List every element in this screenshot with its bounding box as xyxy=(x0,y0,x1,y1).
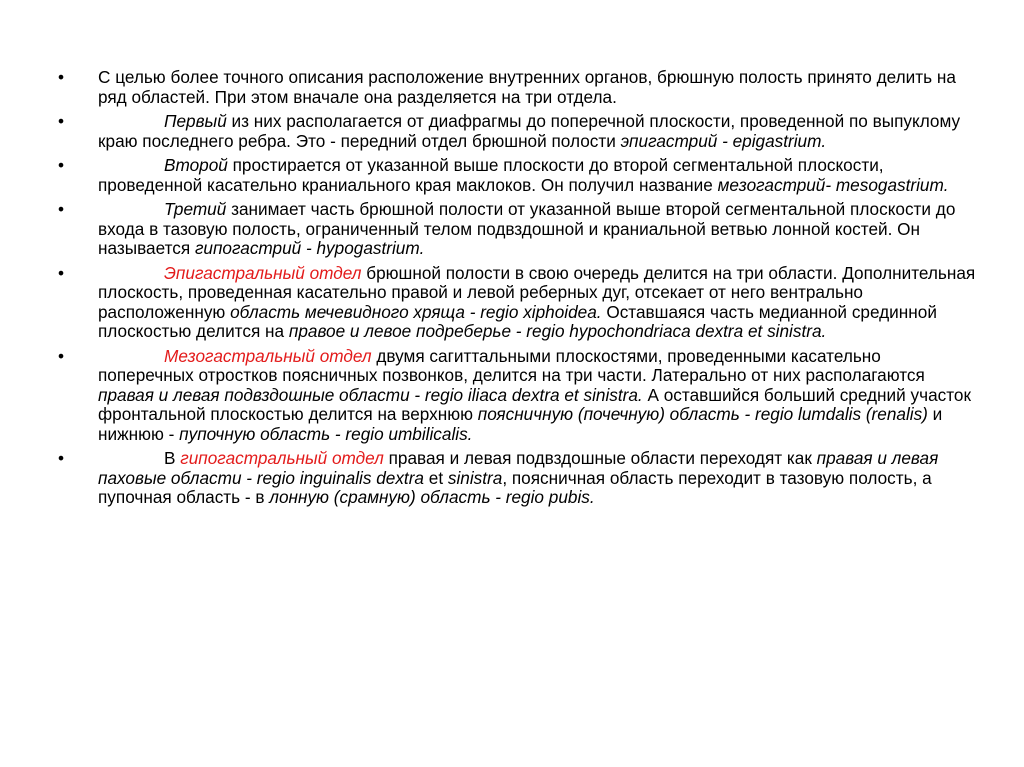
paragraph-text: et xyxy=(423,467,448,488)
bullet-item-intro xyxy=(58,68,978,107)
term-third: Третий xyxy=(164,199,227,219)
paragraph-text: и нижнюю - xyxy=(98,404,943,444)
bullet-icon: • xyxy=(58,67,65,87)
heading-mesogastric: Мезогастральный отдел xyxy=(164,345,372,366)
paragraph-text: Оставшаяся часть медианной срединной плоскостью делится на xyxy=(98,301,937,341)
bullet-icon: • xyxy=(58,345,65,366)
term-sinistra: sinistra xyxy=(447,467,503,488)
bullet-item-second-section xyxy=(58,156,978,195)
term-xiphoidea: область мечевидного хряща - regio xiphoidea. xyxy=(230,301,602,322)
paragraph-text: В xyxy=(164,448,181,468)
bullet-item-first-section xyxy=(58,112,978,151)
term-hypogastrium: гипогастрий - hypogastrium. xyxy=(194,238,425,258)
paragraph-text: А оставшийся больший средний участок фронтальной плоскостью делится на верхнюю xyxy=(98,384,971,424)
bullet-icon: • xyxy=(58,262,65,283)
term-epigastrium: эпигастрий - epigastrium. xyxy=(620,130,827,151)
bullet-list xyxy=(58,68,978,513)
paragraph-text: правая и левая подвздошные области переходят как xyxy=(383,448,817,468)
term-pubis: лонную (срамную) область - regio pubis. xyxy=(269,487,595,507)
term-second: Второй xyxy=(164,155,228,175)
term-mesogastrium: мезогастрий- mesogastrium. xyxy=(717,174,949,195)
paragraph-text: С целью более точного описания расположение внутренних органов, брюшную полость принято делить на ряд областей. При этом вначале она разделяется на три отдела. xyxy=(98,67,956,107)
term-umbilicalis: пупочную область - regio umbilicalis. xyxy=(179,423,473,444)
heading-epigastric: Эпигастральный отдел xyxy=(164,262,362,283)
paragraph-text: из них располагается от диафрагмы до поперечной плоскости, проведенной по выпуклому краю последнего ребра. Это - передний отдел брюшной полости xyxy=(98,111,961,151)
bullet-icon: • xyxy=(58,111,65,131)
paragraph-text: , поясничная область переходит в тазовую полость, а пупочная область - в xyxy=(98,467,932,507)
term-hypochondriaca: правое и левое подреберье - regio hypochondriaca dextra et sinistra. xyxy=(288,321,827,341)
paragraph-text: двумя сагиттальными плоскостями, проведенными касательно поперечных отростков поясничных позвонков, делится на три части. Латерально от них располагаются xyxy=(98,345,925,385)
paragraph-text: занимает часть брюшной полости от указанной выше второй сегментальной плоскости до входа в тазовую полость, ограниченный телом подвздошной и краниальной ветвью лонной костей. Он называется xyxy=(98,199,956,258)
bullet-icon: • xyxy=(58,199,65,219)
paragraph-text: брюшной полости в свою очередь делится на три области. Дополнительная плоскость, проведенная касательно правой и левой реберных дуг, отсекает от него вентрально расположенную xyxy=(98,262,976,322)
term-first: Первый xyxy=(164,111,227,131)
bullet-item-hypogastric xyxy=(58,449,978,508)
bullet-icon: • xyxy=(58,448,65,468)
heading-hypogastric: гипогастральный отдел xyxy=(180,448,384,468)
term-iliaca: правая и левая подвздошные области - regio iliaca dextra et sinistra. xyxy=(98,384,643,405)
term-inguinalis: правая и левая паховые области - regio inguinalis dextra xyxy=(98,448,939,488)
paragraph-text: простирается от указанной выше плоскости до второй сегментальной плоскости, проведенной касательно краниального края маклоков. Он получил название xyxy=(98,155,884,195)
term-lumdalis: поясничную (почечную) область - regio lumdalis (renalis) xyxy=(477,404,928,424)
bullet-item-mesogastric xyxy=(58,347,978,445)
bullet-item-epigastric xyxy=(58,264,978,342)
bullet-icon: • xyxy=(58,155,65,175)
bullet-item-third-section xyxy=(58,200,978,259)
